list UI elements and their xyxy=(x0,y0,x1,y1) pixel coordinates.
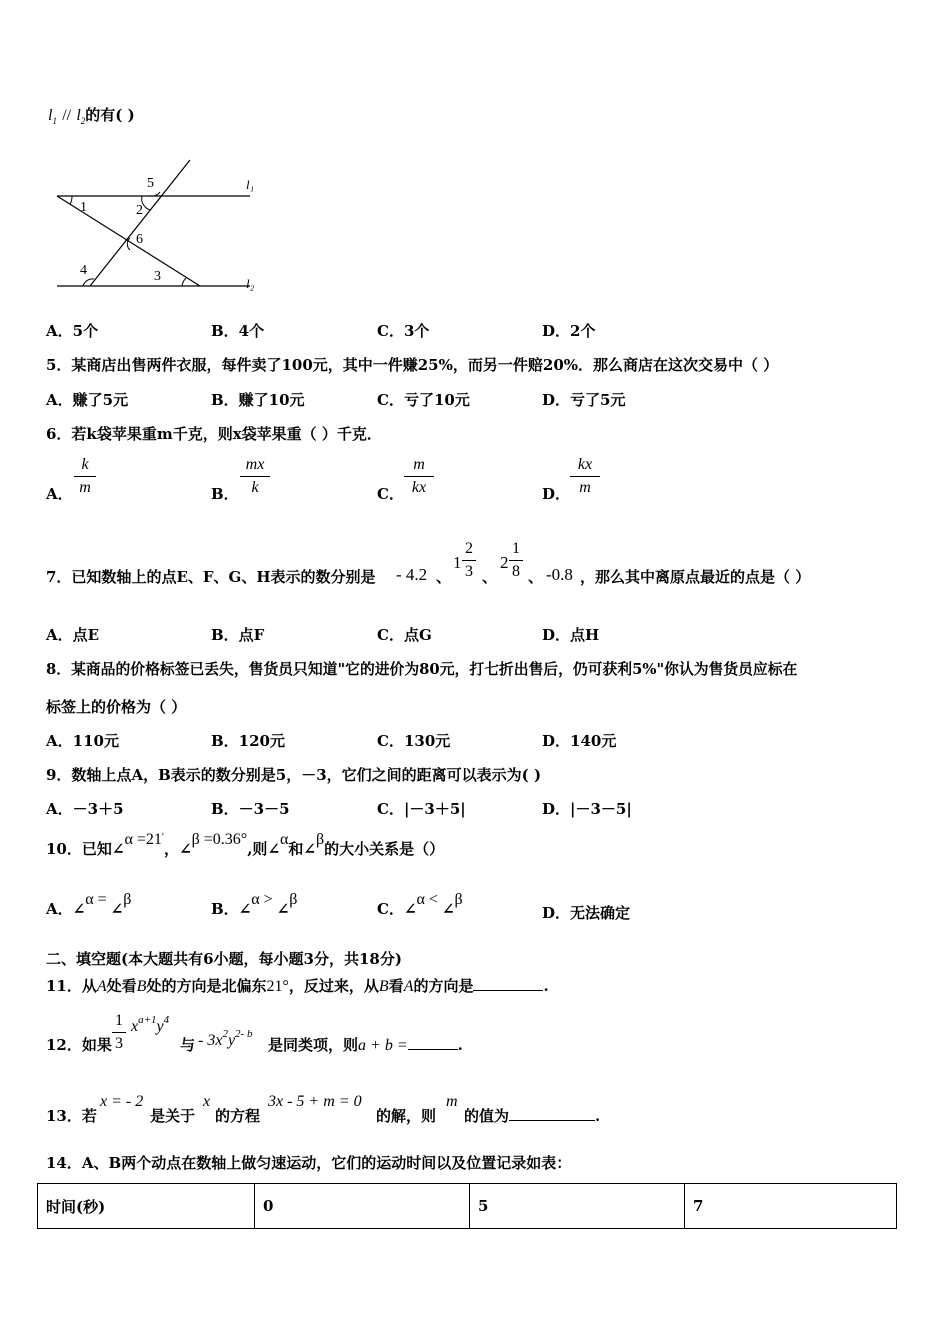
angle-label-6: 6 xyxy=(136,232,143,247)
line-label-l1: l₁ xyxy=(246,177,255,192)
q12-term-2: - $3x^2y^{2- b}$ xyxy=(198,1028,253,1049)
q8-stem-line-1: 8．某商品的价格标签已丢失，售货员只知道"它的进价为80元，打七折出售后，仍可获利5%"你认为售货员应标在 xyxy=(46,661,798,678)
q10-option-a[interactable]: A．∠α = ∠β xyxy=(46,891,132,918)
q13-prefix: 13．若 xyxy=(46,1107,97,1125)
angle-label-1: 1 xyxy=(80,200,87,215)
table-cell: 7 xyxy=(685,1184,897,1229)
q13-equation-label: 的方程 xyxy=(215,1107,261,1125)
table-cell: 5 xyxy=(470,1184,685,1229)
q7-stem-b: ，那么其中离原点最近的点是（ ） xyxy=(580,568,811,586)
q7-mixed-g-fraction: 1 8 xyxy=(509,540,523,581)
l1-symbol: l xyxy=(48,107,53,124)
q6-fraction-a: k m xyxy=(74,456,96,497)
q4-option-a[interactable]: A．5个 xyxy=(46,322,99,340)
table-cell-time-label: 时间(秒) xyxy=(38,1184,255,1229)
q8-option-b[interactable]: B．120元 xyxy=(211,732,285,750)
q7-mixed-g-whole: 2 xyxy=(500,553,509,572)
q4-option-c[interactable]: C．3个 xyxy=(377,322,430,340)
q5-stem: 5．某商店出售两件衣服，每件卖了100元，其中一件赚25%，而另一件赔20%．那么商店在这次交易中（ ） xyxy=(46,356,779,374)
l2-symbol: l xyxy=(76,107,81,124)
q4-option-d[interactable]: D．2个 xyxy=(542,322,596,340)
q6-option-b[interactable]: B． xyxy=(211,485,239,503)
q12-prefix: 12．如果 xyxy=(46,1036,112,1054)
q8-option-c[interactable]: C．130元 xyxy=(377,732,451,750)
q7-option-c[interactable]: C．点G xyxy=(377,626,432,644)
q10-stem: 10．已知∠α =21′，∠β =0.36°,则∠α和∠β的大小关系是（） xyxy=(46,831,445,858)
q13-variable-x: x xyxy=(203,1093,211,1110)
q11-stem: 11．从A处看B处的方向是北偏东21°，反过来，从B看A的方向是 . xyxy=(46,977,549,995)
q9-option-c[interactable]: C．|－3＋5| xyxy=(377,800,466,818)
angle-symbol: ∠ xyxy=(111,840,125,858)
q8-option-a[interactable]: A．110元 xyxy=(46,732,119,750)
q7-stem-a: 7．已知数轴上的点E、F、G、H表示的数分别是 xyxy=(46,568,376,586)
q6-option-c[interactable]: C． xyxy=(377,485,404,503)
q14-table xyxy=(37,1183,897,1229)
parallel-lines-figure xyxy=(50,158,265,298)
q7-value-e: - 4.2 xyxy=(396,565,428,584)
q7-mixed-f-whole: 1 xyxy=(453,553,462,572)
q12-term-1: $x^{a+1}y^4$ xyxy=(131,1014,170,1035)
q12-answer-blank[interactable] xyxy=(408,1049,458,1050)
q7-value-h: -0.8 xyxy=(546,565,573,584)
q13-variable-m: m xyxy=(446,1093,458,1110)
q5-option-a[interactable]: A．赚了5元 xyxy=(46,391,129,409)
q6-option-a[interactable]: A． xyxy=(46,485,73,503)
q4-option-b[interactable]: B．4个 xyxy=(211,322,265,340)
q9-option-b[interactable]: B．－3－5 xyxy=(211,800,290,818)
q7-sep-2: 、 xyxy=(482,568,498,586)
q7-option-b[interactable]: B．点F xyxy=(211,626,265,644)
q13-condition: x = - 2 xyxy=(100,1093,144,1110)
q12-coefficient-fraction: 1 3 xyxy=(112,1012,126,1053)
q4-stem-tail: 的有( ) xyxy=(85,106,135,124)
q6-fraction-c: m kx xyxy=(404,456,434,497)
q10-option-c[interactable]: C．∠α < ∠β xyxy=(377,891,463,918)
q9-option-a[interactable]: A．－3＋5 xyxy=(46,800,124,818)
q7-option-a[interactable]: A．点E xyxy=(46,626,100,644)
q8-stem-line-2: 标签上的价格为（ ） xyxy=(46,698,187,716)
q13-stem-end: 的值为 . xyxy=(464,1107,601,1125)
q5-option-d[interactable]: D．亏了5元 xyxy=(542,391,626,409)
table-cell: 0 xyxy=(255,1184,470,1229)
line-label-l2: l₂ xyxy=(246,276,255,291)
q6-stem: 6．若k袋苹果重m千克，则x袋苹果重（ ）千克． xyxy=(46,425,382,443)
q5-option-c[interactable]: C．亏了10元 xyxy=(377,391,470,409)
q6-option-d[interactable]: D． xyxy=(542,485,571,503)
q13-solution-label: 的解，则 xyxy=(376,1107,437,1125)
q13-about: 是关于 xyxy=(150,1107,196,1125)
q10-option-b[interactable]: B．∠α > ∠β xyxy=(211,891,298,918)
table-row xyxy=(38,1184,897,1229)
q7-option-d[interactable]: D．点H xyxy=(542,626,600,644)
q5-option-b[interactable]: B．赚了10元 xyxy=(211,391,305,409)
q7-sep-3: 、 xyxy=(528,568,544,586)
q9-stem: 9．数轴上点A，B表示的数分别是5，－3，它们之间的距离可以表示为( ) xyxy=(46,766,542,784)
q13-equation: 3x - 5 + m = 0 xyxy=(268,1093,362,1110)
angle-label-3: 3 xyxy=(154,269,161,284)
angle-label-5: 5 xyxy=(147,176,154,191)
q10-option-d[interactable]: D．无法确定 xyxy=(542,904,631,922)
section-2-title: 二、填空题(本大题共有6小题，每小题3分，共18分) xyxy=(46,950,402,968)
q7-sep-1: 、 xyxy=(436,568,452,586)
q14-stem: 14．A、B两个动点在数轴上做匀速运动，它们的运动时间以及位置记录如表： xyxy=(46,1154,572,1172)
q4-stem: $l_1 // l_2$的有( ) xyxy=(48,106,135,127)
q12-stem-b: 是同类项，则a + b = . xyxy=(268,1036,463,1054)
angle-label-2: 2 xyxy=(136,203,143,218)
q13-answer-blank[interactable] xyxy=(509,1120,595,1121)
q6-fraction-b: mx k xyxy=(240,456,270,497)
q9-option-d[interactable]: D．|－3－5| xyxy=(542,800,632,818)
angle-label-4: 4 xyxy=(80,263,87,278)
q11-answer-blank[interactable] xyxy=(473,990,543,991)
q8-option-d[interactable]: D．140元 xyxy=(542,732,617,750)
q7-mixed-f-fraction: 2 3 xyxy=(462,540,476,581)
q12-with: 与 xyxy=(180,1036,196,1054)
q6-fraction-d: kx m xyxy=(570,456,600,497)
